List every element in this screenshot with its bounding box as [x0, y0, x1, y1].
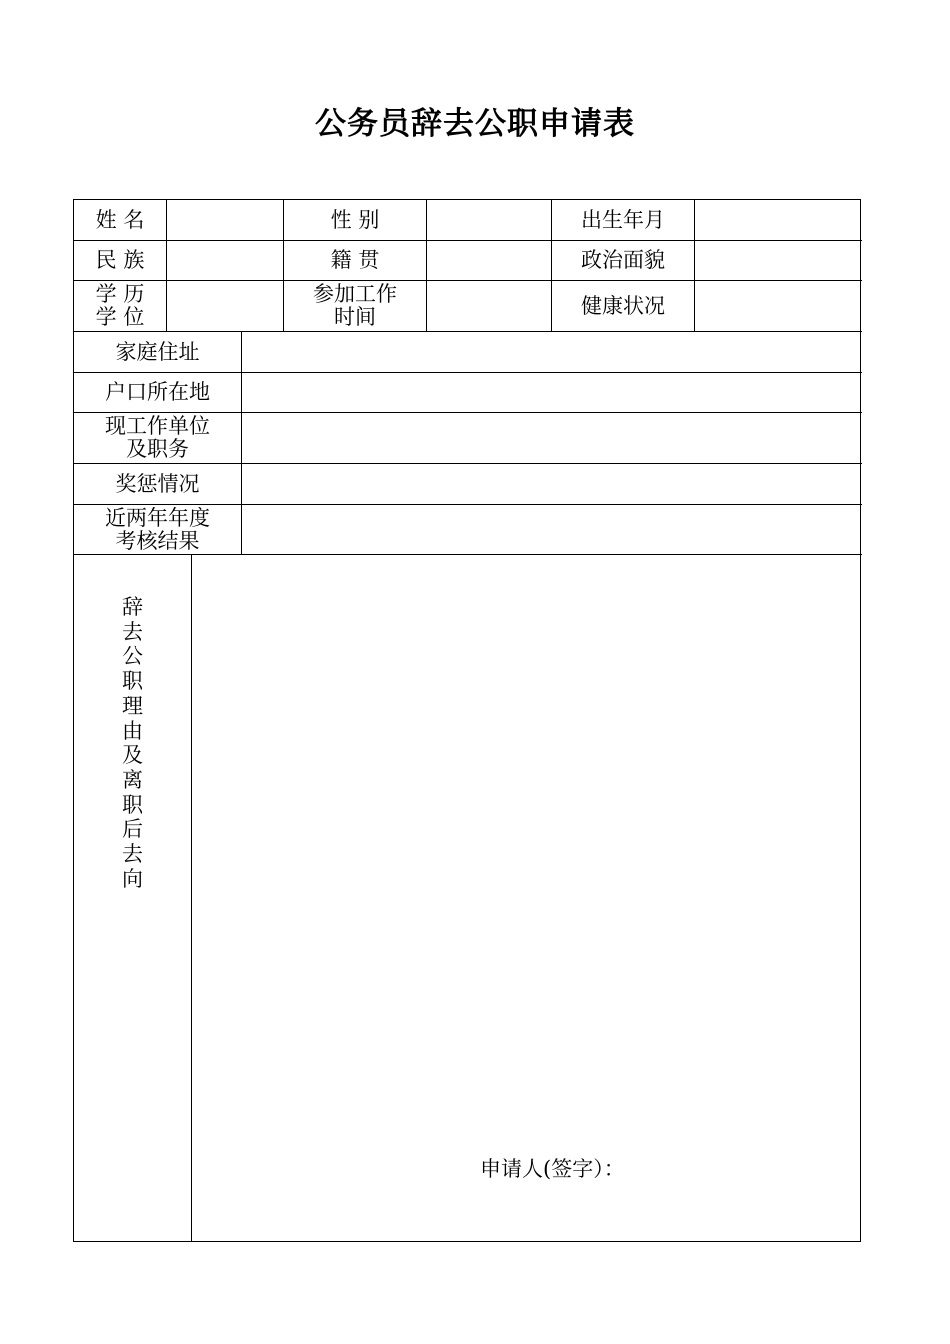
education-label-line2: 学 位 — [95, 305, 145, 329]
page-title: 公务员辞去公职申请表 — [315, 106, 635, 142]
home-address-label: 家庭住址 — [115, 339, 200, 364]
resignation-reason-char: 由 — [122, 718, 143, 743]
health-status-label: 健康状况 — [581, 293, 665, 318]
name-field[interactable] — [167, 200, 283, 240]
native-place-label: 籍 贯 — [330, 248, 380, 272]
birth-date-label: 出生年月 — [581, 207, 665, 232]
work-start-label-line2: 时间 — [334, 305, 376, 329]
native-place-field[interactable] — [427, 241, 551, 280]
resignation-reason-char: 及 — [122, 743, 143, 768]
name-label: 姓 名 — [95, 207, 145, 232]
annual-appraisal-field[interactable] — [242, 505, 861, 554]
gender-label: 性 别 — [330, 207, 380, 232]
resignation-reason-char: 后 — [122, 817, 143, 842]
employer-position-label-line2: 及职务 — [126, 437, 189, 461]
resignation-reason-field[interactable] — [192, 555, 861, 1242]
work-start-label — [284, 281, 426, 331]
gender-field[interactable] — [427, 200, 551, 240]
employer-position-label — [74, 413, 241, 463]
resignation-reason-char: 辞 — [122, 595, 143, 619]
resignation-reason-char: 职 — [122, 669, 143, 694]
rewards-penalties-label: 奖惩情况 — [115, 471, 200, 496]
political-status-label: 政治面貌 — [581, 248, 665, 272]
resignation-reason-char: 去 — [122, 842, 143, 867]
education-label — [74, 281, 166, 331]
household-registration-field[interactable] — [242, 373, 861, 412]
resignation-reason-char: 公 — [122, 644, 143, 669]
political-status-field[interactable] — [695, 241, 861, 280]
education-field[interactable] — [167, 281, 283, 331]
employer-position-field[interactable] — [242, 413, 861, 463]
health-status-field[interactable] — [695, 281, 861, 331]
education-label-line1: 学 历 — [95, 282, 145, 306]
employer-position-label-line1: 现工作单位 — [105, 414, 210, 438]
birth-date-field[interactable] — [695, 200, 861, 240]
resignation-reason-char: 理 — [122, 693, 143, 718]
resignation-reason-char: 去 — [122, 619, 143, 644]
work-start-field[interactable] — [427, 281, 551, 331]
work-start-label-line1: 参加工作 — [313, 282, 397, 306]
household-registration-label: 户口所在地 — [105, 380, 210, 404]
resignation-reason-char: 职 — [122, 792, 143, 817]
annual-appraisal-label-line1: 近两年年度 — [105, 505, 210, 530]
applicant-signature-label: 申请人(签字）： — [480, 1157, 625, 1181]
resignation-reason-vertical-text — [74, 595, 191, 891]
ethnicity-field[interactable] — [167, 241, 283, 280]
resignation-reason-char: 离 — [122, 767, 143, 792]
rewards-penalties-field[interactable] — [242, 464, 861, 504]
annual-appraisal-label — [74, 505, 241, 554]
home-address-field[interactable] — [242, 332, 861, 372]
resignation-reason-label — [74, 555, 191, 1242]
resignation-reason-char: 向 — [122, 866, 143, 891]
application-form-table — [73, 199, 861, 1242]
ethnicity-label: 民 族 — [95, 248, 145, 272]
annual-appraisal-label-line2: 考核结果 — [115, 528, 200, 553]
